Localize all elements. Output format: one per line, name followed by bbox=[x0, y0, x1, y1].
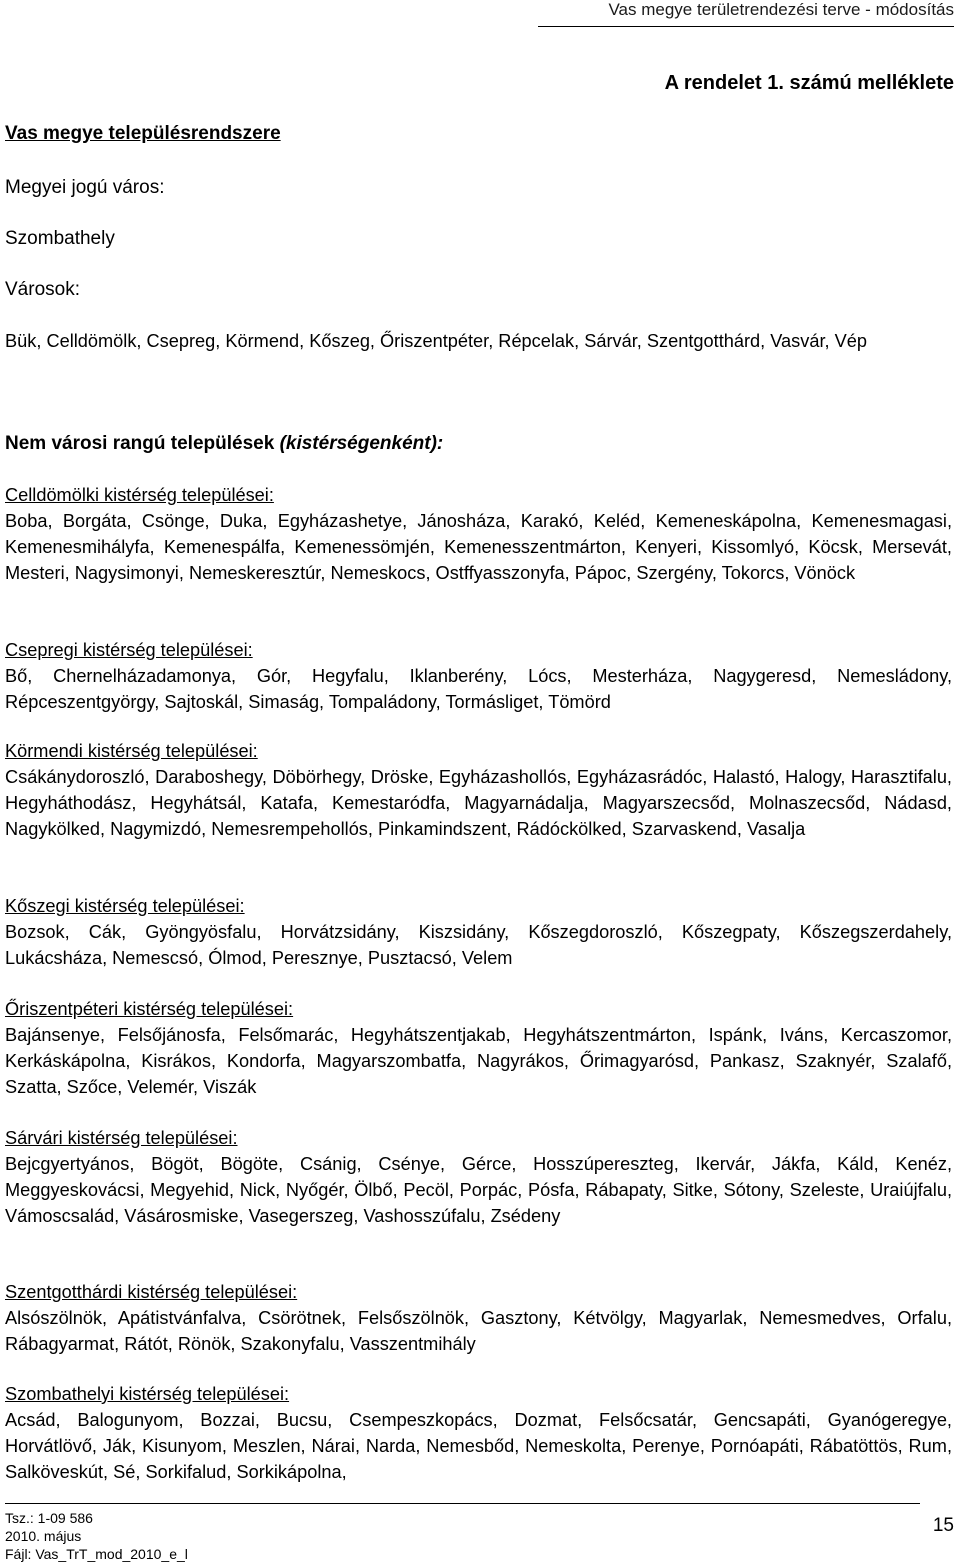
subregion-heading-koszeg: Kőszegi kistérség települései: bbox=[5, 896, 245, 916]
county-seat-name: Szombathely bbox=[5, 228, 115, 249]
subregion-heading-szentgotthard: Szentgotthárdi kistérség települései: bbox=[5, 1282, 298, 1302]
subregion-heading-oriszentpeter: Őriszentpéteri kistérség települései: bbox=[5, 999, 294, 1019]
page-number: 15 bbox=[932, 1515, 954, 1536]
villages-heading-qualifier: (kistérségenként): bbox=[279, 433, 444, 454]
county-seat-label: Megyei jogú város: bbox=[5, 177, 165, 198]
villages-heading-main: Nem városi rangú települések bbox=[5, 433, 280, 454]
subregion-heading-kormend: Körmendi kistérség települései: bbox=[5, 741, 258, 761]
subregion-list-celldomolk: Boba, Borgáta, Csönge, Duka, Egyházashetye, Jánosháza, Karakó, Keléd, Kemeneskápolna, Kemenesmagasi, Kemenesmihályfa, Kemenespálfa, Kemenessömjén, Kemenesszentmárton, Kenyeri, Kissomlyó, Köcsk, Mersevát, Mesteri, Nagysimonyi, Nemeskeresztúr, Nemeskocs, Ostffyasszonyfa, Pápoc, Szergény, Tokorcs, Vönöck bbox=[5, 511, 952, 583]
subregion-list-oriszentpeter: Bajánsenye, Felsőjánosfa, Felsőmarác, Hegyhátszentjakab, Hegyhátszentmárton, Ispánk, Iváns, Kercaszomor, Kerkáskápolna, Kisrákos, Kondorfa, Magyarszombatfa, Nagyrákos, Őrimagyarósd, Pankasz, Szaknyér, Szalafő, Szatta, Szőce, Velemér, Viszák bbox=[5, 1025, 952, 1097]
towns-label: Városok: bbox=[5, 279, 80, 300]
footer-date: 2010. május bbox=[5, 1528, 82, 1544]
subregion-list-szentgotthard: Alsószölnök, Apátistvánfalva, Csörötnek, Felsőszölnök, Gasztony, Kétvölgy, Magyarlak, Nemesmedves, Orfalu, Rábagyarmat, Rátót, Rönök, Szakonyfalu, Vasszentmihály bbox=[5, 1308, 952, 1354]
subregion-heading-sarvar: Sárvári kistérség települései: bbox=[5, 1128, 238, 1148]
footer-rule bbox=[5, 1503, 920, 1504]
running-header-title: Vas megye területrendezési terve - módosítás bbox=[608, 0, 954, 19]
villages-heading bbox=[5, 431, 443, 457]
towns-list: Bük, Celldömölk, Csepreg, Körmend, Kőszeg, Őriszentpéter, Répcelak, Sárvár, Szentgotthárd, Vasvár, Vép bbox=[5, 331, 867, 351]
subregion-heading-csepreg: Csepregi kistérség települései: bbox=[5, 640, 253, 660]
subregion-list-csepreg: Bő, Chernelházadamonya, Gór, Hegyfalu, Iklanberény, Lócs, Mesterháza, Nagygeresd, Nemesládony, Répceszentgyörgy, Sajtoskál, Simaság, Tompaládony, Tormásliget, Tömörd bbox=[5, 666, 952, 712]
subregion-heading-celldomolk: Celldömölki kistérség települései: bbox=[5, 485, 274, 505]
header-rule bbox=[538, 26, 954, 27]
subregion-list-szombathely: Acsád, Balogunyom, Bozzai, Bucsu, Csempeszkopács, Dozmat, Felsőcsatár, Gencsapáti, Gyanógeregye, Horvátlövő, Ják, Kisunyom, Meszlen, Nárai, Narda, Nemesbőd, Nemeskolta, Perenye, Pornóapáti, Rábatöttös, Rum, Salköveskút, Sé, Sorkifalud, Sorkikápolna, bbox=[5, 1410, 952, 1482]
annex-label: A rendelet 1. számú melléklete bbox=[664, 72, 954, 94]
subregion-heading-szombathely: Szombathelyi kistérség települései: bbox=[5, 1384, 290, 1404]
footer-tsz: Tsz.: 1-09 586 bbox=[5, 1510, 93, 1526]
subregion-list-sarvar: Bejcgyertyános, Bögöt, Bögöte, Csánig, Csénye, Gérce, Hosszúpereszteg, Ikervár, Jákfa, Káld, Kenéz, Meggyeskovácsi, Megyehid, Nick, Nyőgér, Ölbő, Pecöl, Porpác, Pósfa, Rábapaty, Sitke, Sótony, Szeleste, Uraiújfalu, Vámoscsalád, Vásárosmiske, Vasegerszeg, Vashosszúfalu, Zsédeny bbox=[5, 1154, 952, 1226]
subregion-list-kormend: Csákánydoroszló, Daraboshegy, Döbörhegy, Dröske, Egyházashollós, Egyházasrádóc, Halastó, Halogy, Harasztifalu, Hegyháthodász, Hegyhátsál, Katafa, Kemestaródfa, Magyarnádalja, Magyarszecsőd, Molnaszecsőd, Nádasd, Nagykölked, Nagymizdó, Nemesrempehollós, Pinkamindszent, Rádóckölked, Szarvaskend, Vasalja bbox=[5, 767, 952, 839]
document-title: Vas megye településrendszere bbox=[5, 123, 281, 144]
subregion-list-koszeg: Bozsok, Cák, Gyöngyösfalu, Horvátzsidány, Kiszsidány, Kőszegdoroszló, Kőszegpaty, Kőszegszerdahely, Lukácsháza, Nemescsó, Ólmod, Peresznye, Pusztacsó, Velem bbox=[5, 922, 952, 968]
footer-file: Fájl: Vas_TrT_mod_2010_e_l bbox=[5, 1546, 188, 1562]
